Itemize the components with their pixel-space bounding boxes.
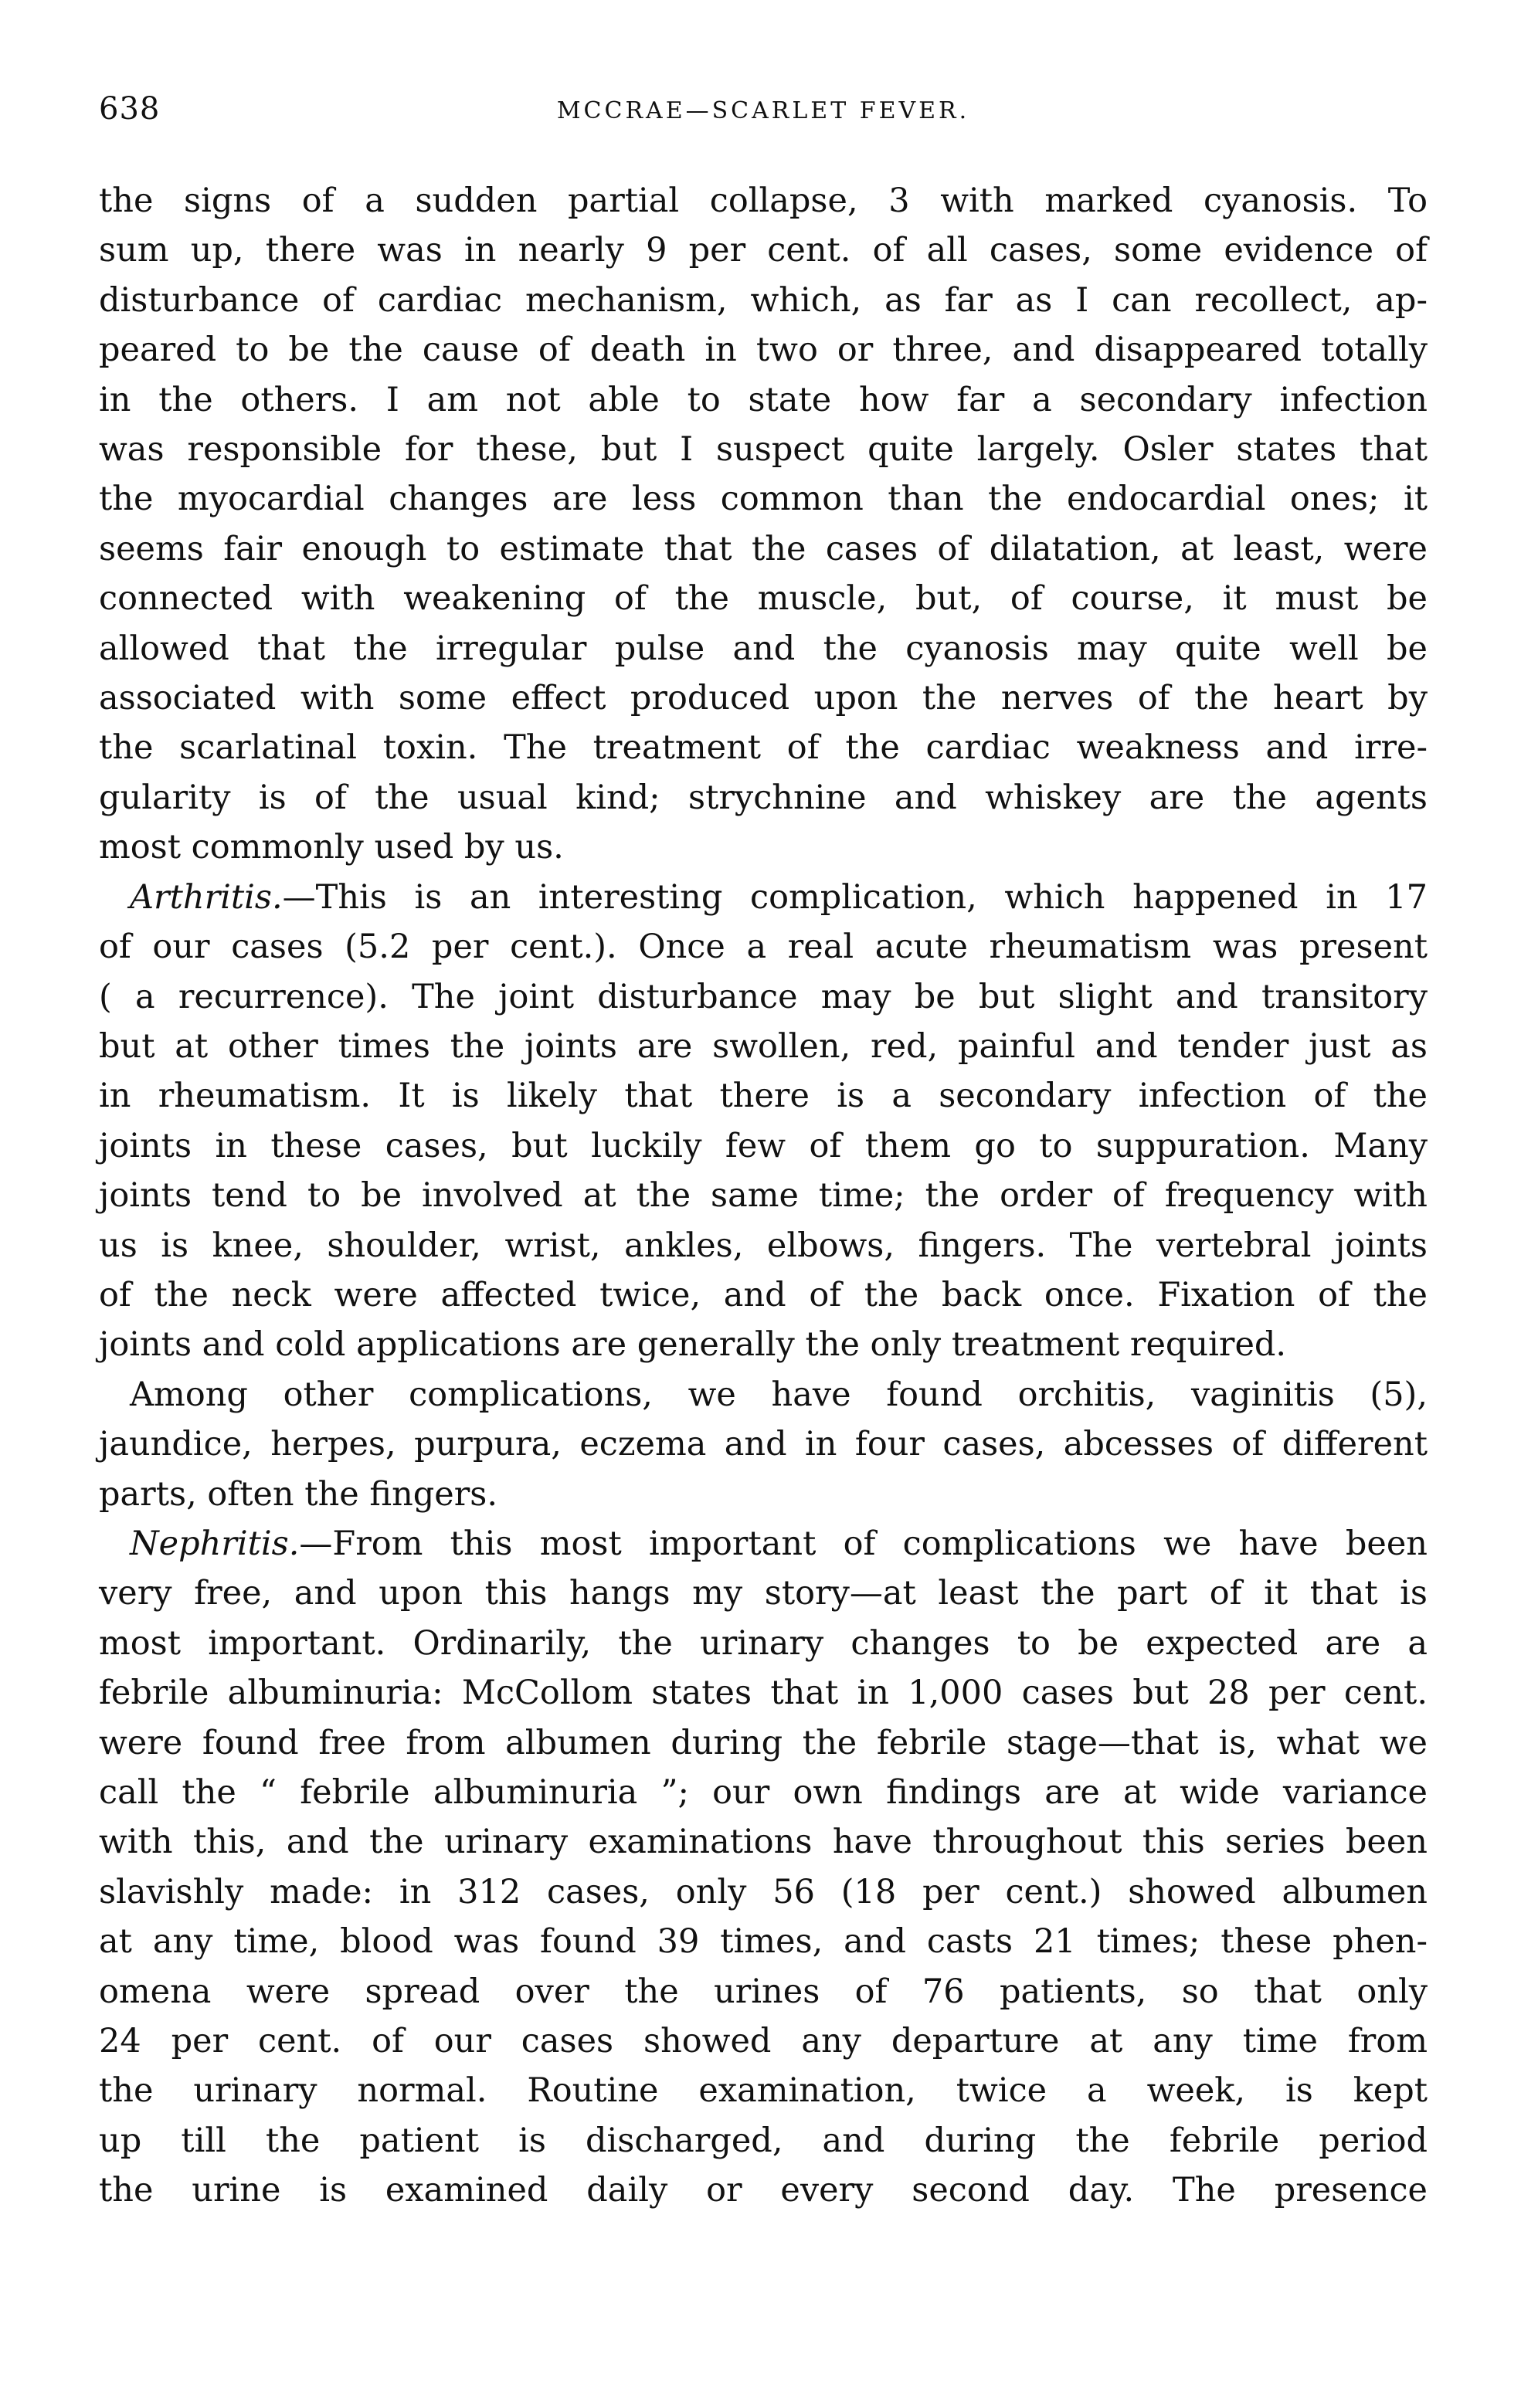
text-line: at any time, blood was found 39 times, and casts 21 times; these phen-	[99, 1922, 1428, 1962]
text-line: associated with some effect produced upon the nerves of the heart by	[99, 679, 1428, 718]
text-line: of our cases (5.2 per cent.). Once a real acute rheumatism was present	[99, 928, 1428, 967]
text-line: connected with weakening of the muscle, but, of course, it must be	[99, 579, 1428, 619]
text-line: Among other complications, we have found orchitis, vaginitis (5),	[130, 1375, 1428, 1414]
text-line	[99, 873, 1428, 922]
text-line: the myocardial changes are less common than the endocardial ones; it	[99, 480, 1428, 519]
text-line-content: —This is an interesting complication, which happened in 17	[282, 877, 1428, 917]
text-line: were found free from albumen during the febrile stage—that is, what we	[99, 1723, 1428, 1762]
text-line: the urine is examined daily or every second day. The presence	[99, 2171, 1428, 2210]
text-line	[99, 1519, 1428, 1569]
text-line: seems fair enough to estimate that the cases of dilatation, at least, were	[99, 529, 1428, 568]
text-line: disturbance of cardiac mechanism, which, as far as I can recollect, ap-	[99, 280, 1428, 320]
text-line: of the neck were affected twice, and of the back once. Fixation of the	[99, 1275, 1428, 1314]
text-line: febrile albuminuria: McCollom states that in 1,000 cases but 28 per cent.	[99, 1674, 1428, 1713]
text-line: most important. Ordinarily, the urinary changes to be expected are a	[99, 1623, 1428, 1663]
text-line: with this, and the urinary examinations have throughout this series been	[99, 1823, 1428, 1862]
text-line: jaundice, herpes, purpura, eczema and in four cases, abcesses of different	[99, 1425, 1428, 1464]
paragraph-other-complications	[99, 1370, 1428, 1519]
text-line: but at other times the joints are swollen, red, painful and tender just as	[99, 1026, 1428, 1066]
text-line: joints tend to be involved at the same time; the order of frequency with	[99, 1176, 1428, 1216]
body-text	[99, 176, 1428, 2216]
text-line: very free, and upon this hangs my story—at least the part of it that is	[99, 1574, 1428, 1613]
text-line: parts, often the fingers.	[99, 1474, 498, 1514]
text-line: ( a recurrence). The joint disturbance may be but slight and transitory	[99, 977, 1428, 1016]
page-number: 638	[99, 91, 161, 127]
text-line: the urinary normal. Routine examination, twice a week, is kept	[99, 2071, 1428, 2111]
text-line: 24 per cent. of our cases showed any departure at any time from	[99, 2022, 1428, 2061]
text-line: us is knee, shoulder, wrist, ankles, elbows, fingers. The vertebral joints	[99, 1226, 1428, 1265]
section-heading-nephritis: Nephritis.	[130, 1524, 300, 1563]
page-header	[99, 91, 1428, 145]
text-line: slavishly made: in 312 cases, only 56 (18 per cent.) showed albumen	[99, 1872, 1428, 1911]
text-line: gularity is of the usual kind; strychnine and whiskey are the agents	[99, 778, 1428, 817]
text-line: peared to be the cause of death in two or three, and disappeared totally	[99, 331, 1428, 370]
text-line: in the others. I am not able to state how far a secondary infection	[99, 380, 1428, 419]
text-line: omena were spread over the urines of 76 patients, so that only	[99, 1972, 1428, 2011]
paragraph-nephritis	[99, 1519, 1428, 2216]
text-line: in rheumatism. It is likely that there is a secondary infection of the	[99, 1077, 1428, 1116]
text-line: up till the patient is discharged, and during the febrile period	[99, 2121, 1428, 2160]
running-head: MCCRAE—SCARLET FEVER.	[556, 97, 970, 124]
text-line-content: —From this most important of complications we have been	[299, 1524, 1428, 1563]
text-line: allowed that the irregular pulse and the cyanosis may quite well be	[99, 629, 1428, 668]
text-line: the signs of a sudden partial collapse, 3 with marked cyanosis. To	[99, 181, 1428, 220]
text-line: was responsible for these, but I suspect quite largely. Osler states that	[99, 430, 1428, 470]
paragraph-arthritis	[99, 873, 1428, 1370]
section-heading-arthritis: Arthritis.	[130, 877, 283, 917]
text-line: joints in these cases, but luckily few of them go to suppuration. Many	[99, 1126, 1428, 1165]
text-line: most commonly used by us.	[99, 828, 564, 867]
text-line: sum up, there was in nearly 9 per cent. of all cases, some evidence of	[99, 231, 1428, 270]
text-line: the scarlatinal toxin. The treatment of the cardiac weakness and irre-	[99, 728, 1428, 768]
book-page	[99, 91, 1428, 2362]
paragraph-cardiac	[99, 176, 1428, 873]
text-line: joints and cold applications are generally the only treatment required.	[99, 1325, 1287, 1365]
text-line: call the “ febrile albuminuria ”; our own findings are at wide variance	[99, 1773, 1428, 1812]
